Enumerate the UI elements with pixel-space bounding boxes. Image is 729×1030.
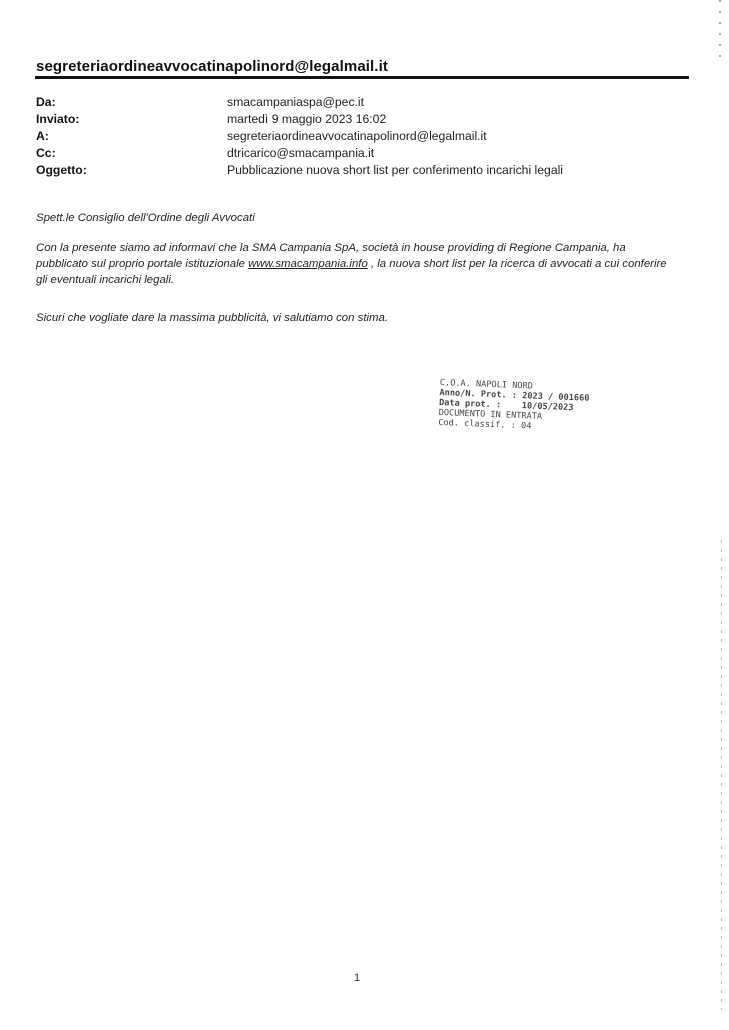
stamp-value: 10/05/2023 <box>521 401 574 414</box>
paragraph-text: , la nuova short list per la ricerca di avvocati a cui conferire gli eventuali incarichi legali. <box>36 258 667 286</box>
header-value: dtricarico@smacampania.it <box>227 146 375 160</box>
email-header-block <box>36 94 696 179</box>
page-number: 1 <box>354 972 361 984</box>
header-label: Inviato: <box>36 112 80 126</box>
stamp-line-direction: DOCUMENTO IN ENTRATA <box>438 407 543 422</box>
header-row-to <box>36 128 696 145</box>
title-underline-rule <box>35 76 689 79</box>
protocol-stamp <box>438 378 590 434</box>
header-row-from <box>36 94 696 111</box>
header-value: Pubblicazione nuova short list per conferimento incarichi legali <box>227 163 564 177</box>
header-row-sent <box>36 111 696 128</box>
stamp-label: Anno/N. Prot. : <box>439 387 523 402</box>
scan-edge-marks <box>721 540 722 1010</box>
header-label: A: <box>36 129 49 143</box>
header-row-subject <box>36 162 696 179</box>
body-paragraph-1 <box>36 240 676 288</box>
stamp-line-office: C.O.A. NAPOLI NORD <box>439 378 534 392</box>
website-link[interactable]: www.smacampania.info <box>248 258 368 270</box>
header-value: segreteriaordineavvocatinapolinord@legalmail.it <box>227 129 487 143</box>
greeting: Spett.le Consiglio dell'Ordine degli Avvocati <box>36 212 255 224</box>
scan-edge-marks <box>719 0 721 60</box>
paragraph-text: Con la presente siamo ad informavi che la SMA Campania SpA, società in house providing di Regione Campania, ha pubblicato sul proprio portale istituzionale <box>36 242 626 270</box>
stamp-line-classification: Cod. classif. : 04 <box>438 417 532 432</box>
header-value: smacampaniaspa@pec.it <box>227 95 365 109</box>
header-label: Oggetto: <box>36 163 87 177</box>
header-label: Cc: <box>36 146 56 160</box>
sender-address-title: segreteriaordineavvocatinapolinord@legalmail.it <box>36 58 388 75</box>
body-paragraph-2: Sicuri che vogliate dare la massima pubblicità, vi salutiamo con stima. <box>36 312 388 324</box>
stamp-label: Data prot. : <box>438 397 522 412</box>
stamp-value: 2023 / 001660 <box>521 391 590 404</box>
header-label: Da: <box>36 95 56 109</box>
header-value: martedì 9 maggio 2023 16:02 <box>227 112 387 126</box>
header-row-cc <box>36 145 696 162</box>
